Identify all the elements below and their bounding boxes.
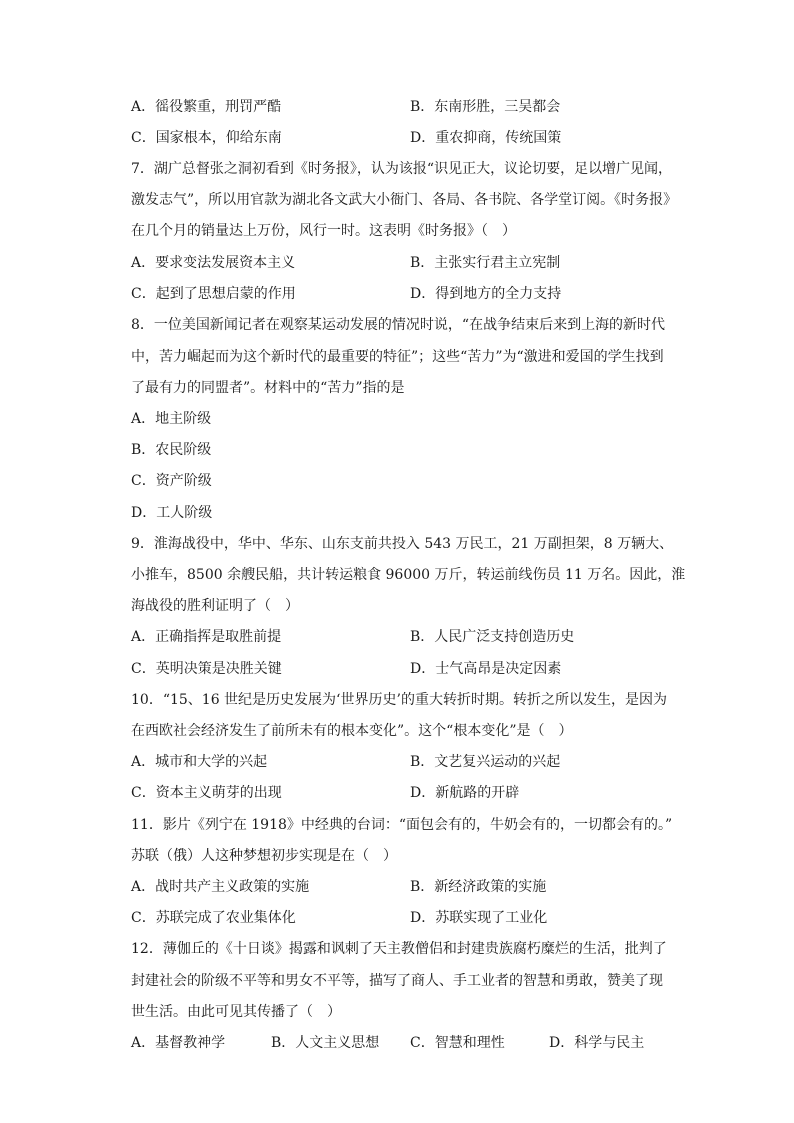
q9-option-d: D．士气高昂是决定因素	[410, 661, 562, 677]
q6-option-d: D．重农抑商，传统国策	[410, 130, 562, 146]
q7-option-d: D．得到地方的全力支持	[410, 286, 562, 302]
q9-stem-line-1: 9．淮海战役中，华中、华东、山东支前共投入 543 万民工，21 万副担架，8 万辆大、	[131, 536, 674, 552]
q11-option-d: D．苏联实现了工业化	[410, 910, 548, 926]
q10-option-a: A．城市和大学的兴起	[131, 754, 268, 770]
q12-stem-line-3: 世生活。由此可见其传播了（ ）	[131, 1004, 341, 1020]
q6-option-b: B．东南形胜，三吴都会	[410, 99, 561, 115]
q7-option-a: A．要求变法发展资本主义	[131, 255, 296, 271]
q10-stem-line-2: 在西欧社会经济发生了前所未有的根本变化”。这个“根本变化”是（ ）	[131, 723, 573, 739]
q12-option-b: B．人文主义思想	[271, 1035, 380, 1051]
q7-stem-line-2: 激发志气”，所以用官款为湖北各文武大小衙门、各局、各书院、各学堂订阅。《时务报》	[131, 192, 678, 208]
q9-stem-line-3: 海战役的胜利证明了（ ）	[131, 598, 299, 614]
q12-stem-line-1: 12．薄伽丘的《十日谈》揭露和讽刺了天主教僧侣和封建贵族腐朽糜烂的生活，批判了	[131, 941, 667, 957]
q8-stem-line-3: 了最有力的同盟者”。材料中的“苦力”指的是	[131, 380, 405, 396]
q8-option-a: A．地主阶级	[131, 411, 212, 427]
q8-option-c: C．资产阶级	[131, 473, 212, 489]
q8-stem-line-1: 8．一位美国新闻记者在观察某运动发展的情况时说，“在战争结束后来到上海的新时代	[131, 317, 666, 333]
q6-option-c: C．国家根本，仰给东南	[131, 130, 282, 146]
q8-stem-line-2: 中，苦力崛起而为这个新时代的最重要的特征”；这些“苦力”为“激进和爱国的学生找到	[131, 349, 664, 365]
q7-option-c: C．起到了思想启蒙的作用	[131, 286, 296, 302]
q7-option-b: B．主张实行君主立宪制	[410, 255, 561, 271]
q11-option-a: A．战时共产主义政策的实施	[131, 879, 310, 895]
q12-option-c: C．智慧和理性	[410, 1035, 505, 1051]
q6-option-a: A．徭役繁重，刑罚严酷	[131, 99, 282, 115]
q10-stem-line-1: 10．“15、16 世纪是历史发展为‘世界历史’的重大转折时期。转折之所以发生，是因为	[131, 692, 667, 708]
q9-option-a: A．正确指挥是取胜前提	[131, 629, 282, 645]
q9-stem-line-2: 小推车，8500 余艘民船，共计转运粮食 96000 万斤，转运前线伤员 11 万名。因此，淮	[131, 567, 686, 583]
q11-stem-line-1: 11．影片《列宁在 1918》中经典的台词：“面包会有的，牛奶会有的，一切都会有的。”	[131, 817, 673, 833]
q8-option-d: D．工人阶级	[131, 505, 213, 521]
q8-option-b: B．农民阶级	[131, 442, 212, 458]
q12-option-a: A．基督教神学	[131, 1035, 226, 1051]
q9-option-c: C．英明决策是决胜关键	[131, 661, 282, 677]
q10-option-c: C．资本主义萌芽的出现	[131, 785, 282, 801]
q11-option-c: C．苏联完成了农业集体化	[131, 910, 296, 926]
q7-stem-line-3: 在几个月的销量达上万份，风行一时。这表明《时务报》（ ）	[131, 223, 516, 239]
q11-option-b: B．新经济政策的实施	[410, 879, 547, 895]
q9-option-b: B．人民广泛支持创造历史	[410, 629, 575, 645]
q10-option-b: B．文艺复兴运动的兴起	[410, 754, 561, 770]
q10-option-d: D．新航路的开辟	[410, 785, 520, 801]
q12-option-d: D．科学与民主	[549, 1035, 645, 1051]
q11-stem-line-2: 苏联（俄）人这种梦想初步实现是在（ ）	[131, 848, 397, 864]
q7-stem-line-1: 7．湖广总督张之洞初看到《时务报》，认为该报“识见正大，议论切要，足以增广见闻，	[131, 161, 673, 177]
q12-stem-line-2: 封建社会的阶级不平等和男女不平等，描写了商人、手工业者的智慧和勇敢，赞美了现	[131, 973, 663, 989]
